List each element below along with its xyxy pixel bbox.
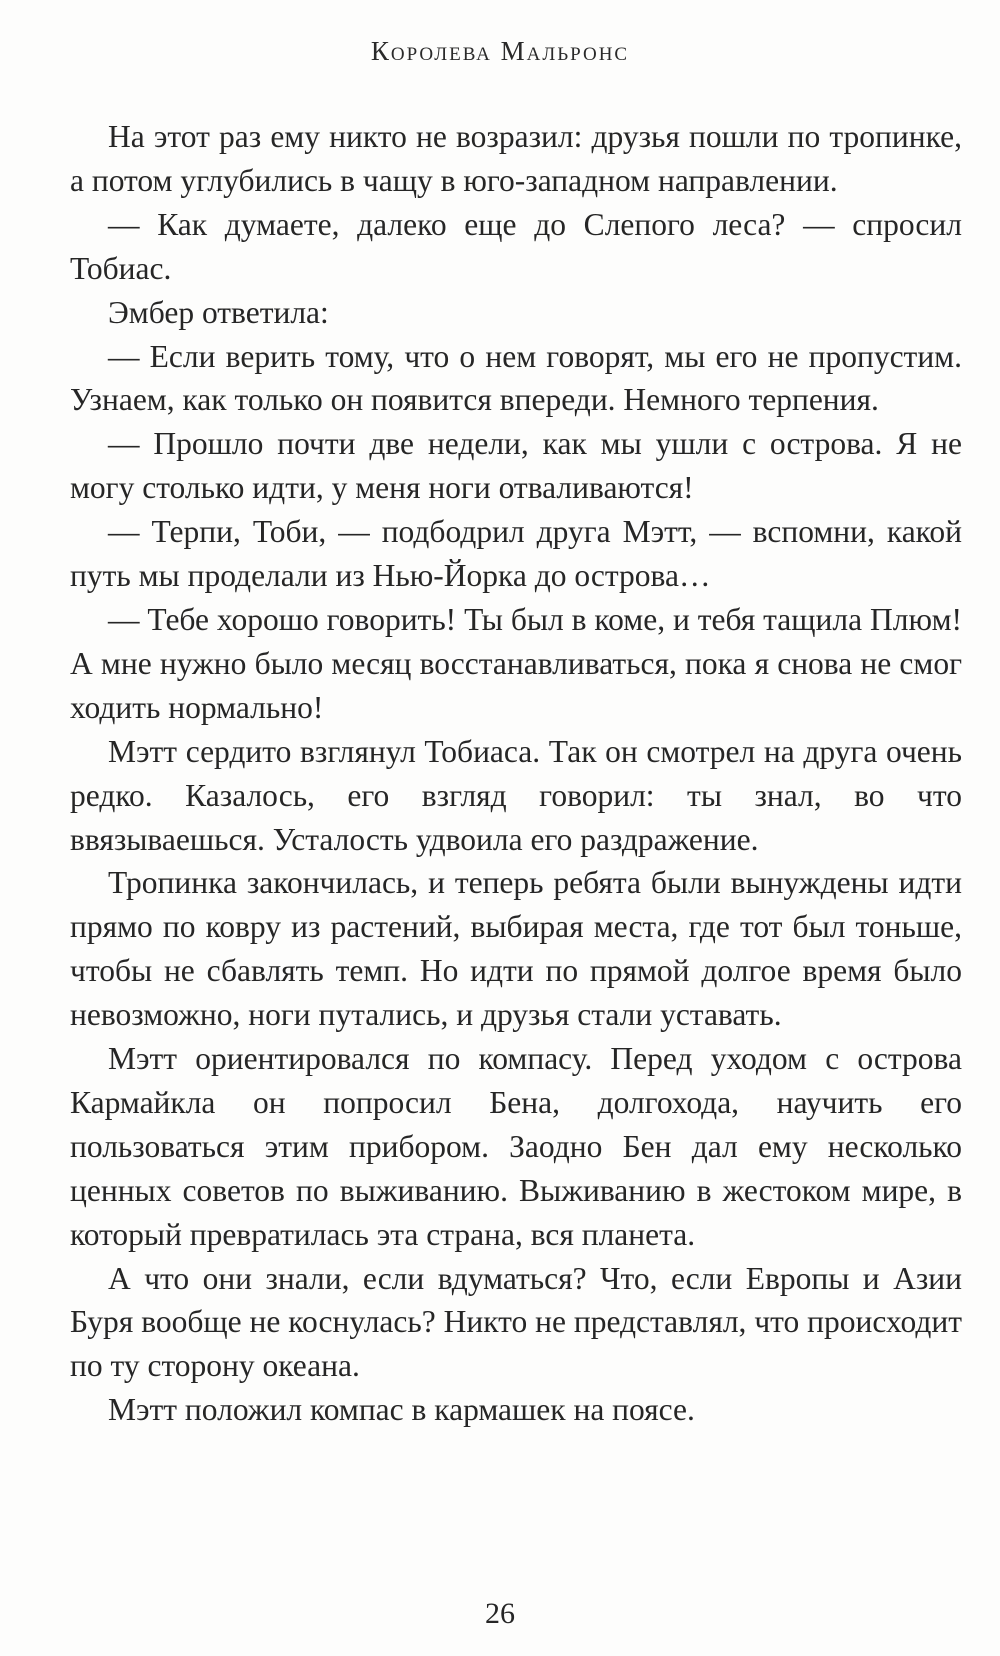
paragraph: Эмбер ответила: bbox=[108, 294, 329, 330]
paragraph: — Если верить тому, что о нем говорят, мы его не пропустим. Узнаем, как только он появится впереди. Немного терпения. bbox=[70, 338, 962, 418]
paragraph: Мэтт сердито взглянул Тобиаса. Так он смотрел на друга очень редко. Казалось, его взгляд говорил: ты знал, во что ввязываешься. Усталость удвоила его раздражение. bbox=[70, 733, 962, 857]
running-title: Королева Мальронс bbox=[370, 36, 630, 66]
paragraph: На этот раз ему никто не возразил: друзья пошли по тропинке, а потом углубились в чащу в юго-западном направлении. bbox=[70, 119, 962, 198]
paragraph: Тропинка закончилась, и теперь ребята были вынуждены идти прямо по ковру из растений, выбирая места, где тот был тоньше, чтобы не сбавлять темп. Но идти по прямой долгое время было невозможно, ноги путались, и друзья стали уставать. bbox=[70, 865, 962, 1033]
paragraph: Мэтт положил компас в кармашек на поясе. bbox=[108, 1392, 695, 1428]
paragraph: — Терпи, Тоби, — подбодрил друга Мэтт, — вспомни, какой путь мы проделали из Нью-Йорка до острова… bbox=[70, 514, 962, 594]
paragraph: Мэтт ориентировался по компасу. Перед уходом с острова Кармайкла он попросил Бена, долгохода, научить его пользоваться этим прибором. Заодно Бен дал ему несколько ценных советов по выживанию. Выживанию в жестоком мире, в который превратилась эта страна, вся планета. bbox=[70, 1041, 962, 1252]
paragraph: А что они знали, если вдуматься? Что, если Европы и Азии Буря вообще не коснулась? Никто не представлял, что происходит по ту сторону океана. bbox=[70, 1260, 962, 1384]
page-number: 26 bbox=[485, 1597, 515, 1630]
body-text bbox=[70, 115, 962, 1432]
paragraph: — Прошло почти две недели, как мы ушли с острова. Я не могу столько идти, у меня ноги отваливаются! bbox=[70, 426, 962, 506]
paragraph: — Как думаете, далеко еще до Слепого леса? — спросил Тобиас. bbox=[70, 206, 962, 286]
paragraph: — Тебе хорошо говорить! Ты был в коме, и тебя тащила Плюм! А мне нужно было месяц восстанавливаться, пока я снова не смог ходить нормально! bbox=[70, 601, 962, 725]
